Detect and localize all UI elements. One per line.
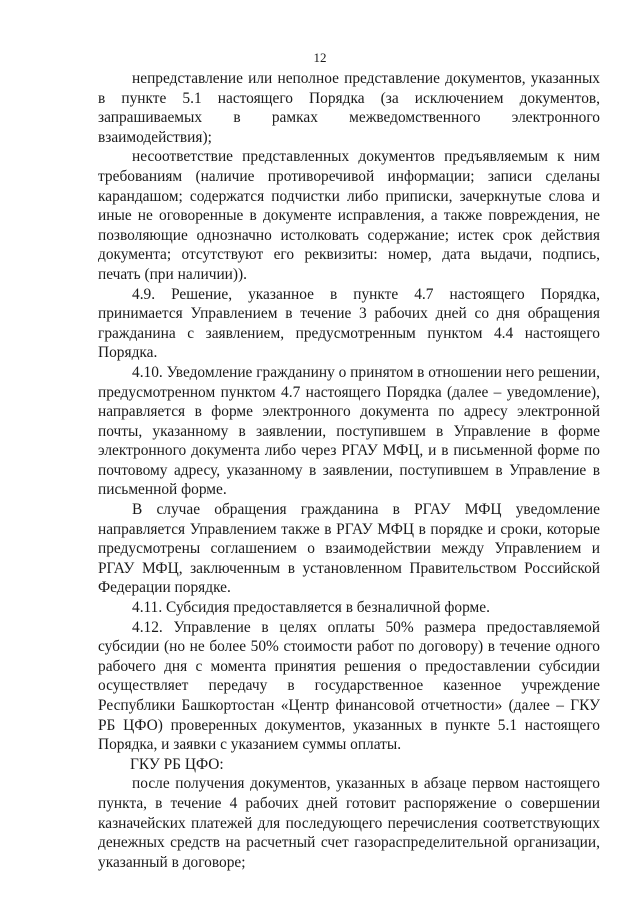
- paragraph-mfc-notice: В случае обращения гражданина в РГАУ МФЦ уведомление направляется Управлением также в РГАУ МФЦ в порядке и сроки, которые предусмотрены соглашением о взаимодействии между Управлением и РГАУ МФЦ, заключенным в установленном Правительством Российской Федерации порядке.: [98, 501, 600, 597]
- paragraph-4-9: 4.9. Решение, указанное в пункте 4.7 настоящего Порядка, принимается Управлением в течение 3 рабочих дней со дня обращения гражданина с заявлением, предусмотренным пунктом 4.4 настоящего Порядка.: [98, 285, 600, 362]
- document-body: [98, 69, 600, 872]
- paragraph-gku-heading: ГКУ РБ ЦФО:: [130, 755, 224, 773]
- paragraph-noncompliance: несоответствие представленных документов предъявляемым к ним требованиям (наличие противоречивой информации; записи сделаны карандашом; содержатся подчистки либо приписки, зачеркнутые слова и иные не оговоренные в документе исправления, а также повреждения, не позволяющие однозначно истолковать содержание; истек срок действия документа; отсутствуют его реквизиты: номер, дата выдачи, подпись, печать (при наличии)).: [98, 148, 600, 283]
- paragraph-4-11: 4.11. Субсидия предоставляется в безналичной форме.: [132, 599, 490, 617]
- paragraph-nonsubmission: непредставление или неполное представление документов, указанных в пункте 5.1 настоящего Порядка (за исключением документов, запрашиваемых в рамках межведомственного электронного взаимодействия);: [98, 70, 600, 146]
- page-number: 12: [313, 50, 327, 65]
- paragraph-gku-actions: после получения документов, указанных в абзаце первом настоящего пункта, в течение 4 рабочих дней готовит распоряжение о совершении казначейских платежей для последующего перечисления соответствующих денежных средств на расчетный счет газораспределительной организации, указанный в договоре;: [98, 775, 600, 871]
- paragraph-4-10: 4.10. Уведомление гражданину о принятом в отношении него решении, предусмотренном пунктом 4.7 настоящего Порядка (далее – уведомление), направляется в форме электронного документа по адресу электронной почты, указанному в заявлении, поступившем в Управление в форме электронного документа либо через РГАУ МФЦ, и в письменной форме по почтовому адресу, указанному в заявлении, поступившем в Управление в письменной форме.: [98, 363, 600, 499]
- paragraph-4-12: 4.12. Управление в целях оплаты 50% размера предоставляемой субсидии (но не более 50% стоимости работ по договору) в течение одного рабочего дня с момента принятия решения о предоставлении субсидии осуществляет передачу в государственное казенное учреждение Республики Башкортостан «Центр финансовой отчетности» (далее – ГКУ РБ ЦФО) проверенных документов, указанных в пункте 5.1 настоящего Порядка, и заявки с указанием суммы оплаты.: [98, 618, 600, 754]
